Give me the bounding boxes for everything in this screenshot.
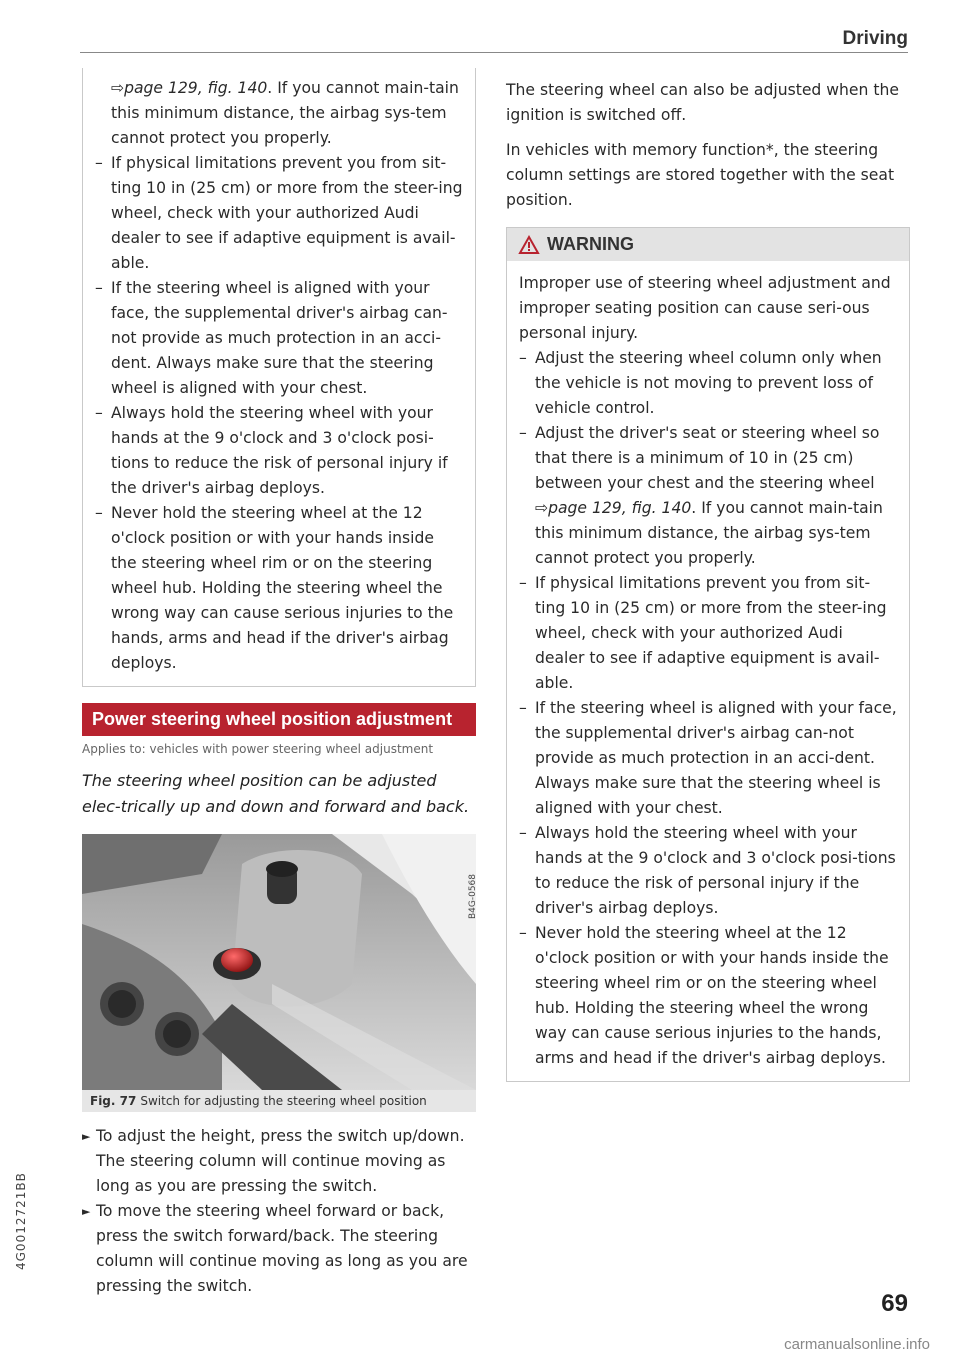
figure-code: B4G-0568: [468, 874, 478, 920]
figure-steering-switch: [82, 834, 476, 1090]
applies-to-note: Applies to: vehicles with power steering wheel adjustment: [82, 742, 434, 756]
warning-bullet-list: [95, 151, 463, 676]
list-item: – Always hold the steering wheel with your hands at the 9 o'clock and 3 o'clock posi-tions to reduce the risk of personal injury if the driver's airbag deploys.: [519, 824, 896, 917]
watermark: carmanualsonline.info: [784, 1336, 930, 1353]
instruction-steps: [82, 1124, 476, 1299]
intro-text: The steering wheel position can be adjusted elec-trically up and down and forward and back.: [82, 771, 470, 816]
list-item: ► To adjust the height, press the switch up/down. The steering column will continue moving as long as you are pressing the switch.: [82, 1127, 465, 1195]
steering-switch-illustration: [82, 834, 476, 1090]
warning-title: WARNING: [507, 228, 909, 261]
warning-box: [506, 227, 910, 1082]
warning-triangle-icon: [519, 236, 539, 254]
header-rule: [80, 52, 908, 53]
warning-bullet-list: [519, 346, 897, 1071]
list-item: – If the steering wheel is aligned with your face, the supplemental driver's airbag can-not provide as much protection in an acci-dent. Always make sure that the steering wheel is aligned with your chest.: [95, 279, 448, 397]
list-item: – Adjust the driver's seat or steering wheel so that there is a minimum of 10 in (25 cm) between your chest and the steering wheel ⇨page 129, fig. 140. If you cannot main-tain this minimum distance, the airbag sys-tem cannot protect you properly.: [519, 424, 883, 567]
list-item: – If physical limitations prevent you from sit-ting 10 in (25 cm) or more from the steer-ing wheel, check with your authorized Audi dealer to see if adaptive equipment is avail-able.: [95, 154, 463, 272]
page-reference[interactable]: ⇨page 129, fig. 140: [111, 79, 268, 97]
paragraph: In vehicles with memory function*, the steering column settings are stored together with the seat position.: [506, 141, 895, 209]
list-item: – Never hold the steering wheel at the 12 o'clock position or with your hands inside the steering wheel rim or on the steering wheel hub. Holding the steering wheel the wrong way can cause serious injuries to the hands, arms and head if the driver's airbag deploys.: [95, 504, 454, 672]
figure-label: Fig. 77: [90, 1094, 137, 1108]
left-column: [82, 68, 476, 1299]
list-item: – Never hold the steering wheel at the 12 o'clock position or with your hands inside the steering wheel rim or on the steering wheel hub. Holding the steering wheel the wrong way can cause serious injuries to the hands, arms and head if the driver's airbag deploys.: [519, 924, 889, 1067]
paragraph: The steering wheel can also be adjusted when the ignition is switched off.: [506, 81, 899, 124]
warning-continued-text: ⇨page 129, fig. 140. If you cannot main-tain this minimum distance, the airbag sys-tem cannot protect you properly.: [111, 79, 459, 147]
list-item: – If the steering wheel is aligned with your face, the supplemental driver's airbag can-not provide as much protection in an acci-dent. Always make sure that the steering wheel is aligned with your chest.: [519, 699, 897, 817]
list-item: – If physical limitations prevent you from sit-ting 10 in (25 cm) or more from the steer-ing wheel, check with your authorized Audi dealer to see if adaptive equipment is avail-able.: [519, 574, 887, 692]
figure-caption: Fig. 77 Switch for adjusting the steering wheel position: [82, 1090, 476, 1112]
list-item: – Adjust the steering wheel column only when the vehicle is not moving to prevent loss of vehicle control.: [519, 349, 882, 417]
list-item: ► To move the steering wheel forward or back, press the switch forward/back. The steering column will continue moving as long as you are pressing the switch.: [82, 1202, 468, 1295]
right-column: [506, 78, 910, 1082]
warning-intro: Improper use of steering wheel adjustment and improper seating position can cause seri-ous personal injury.: [519, 274, 891, 342]
page-number: 69: [881, 1290, 908, 1317]
page-reference[interactable]: ⇨page 129, fig. 140: [535, 499, 692, 517]
section-header: Driving: [842, 28, 908, 49]
document-code: 4G0012721BB: [14, 1172, 28, 1270]
warning-box-continued: [82, 68, 476, 687]
list-item: – Always hold the steering wheel with your hands at the 9 o'clock and 3 o'clock posi-tions to reduce the risk of personal injury if the driver's airbag deploys.: [95, 404, 448, 497]
section-title: Power steering wheel position adjustment: [82, 703, 476, 736]
